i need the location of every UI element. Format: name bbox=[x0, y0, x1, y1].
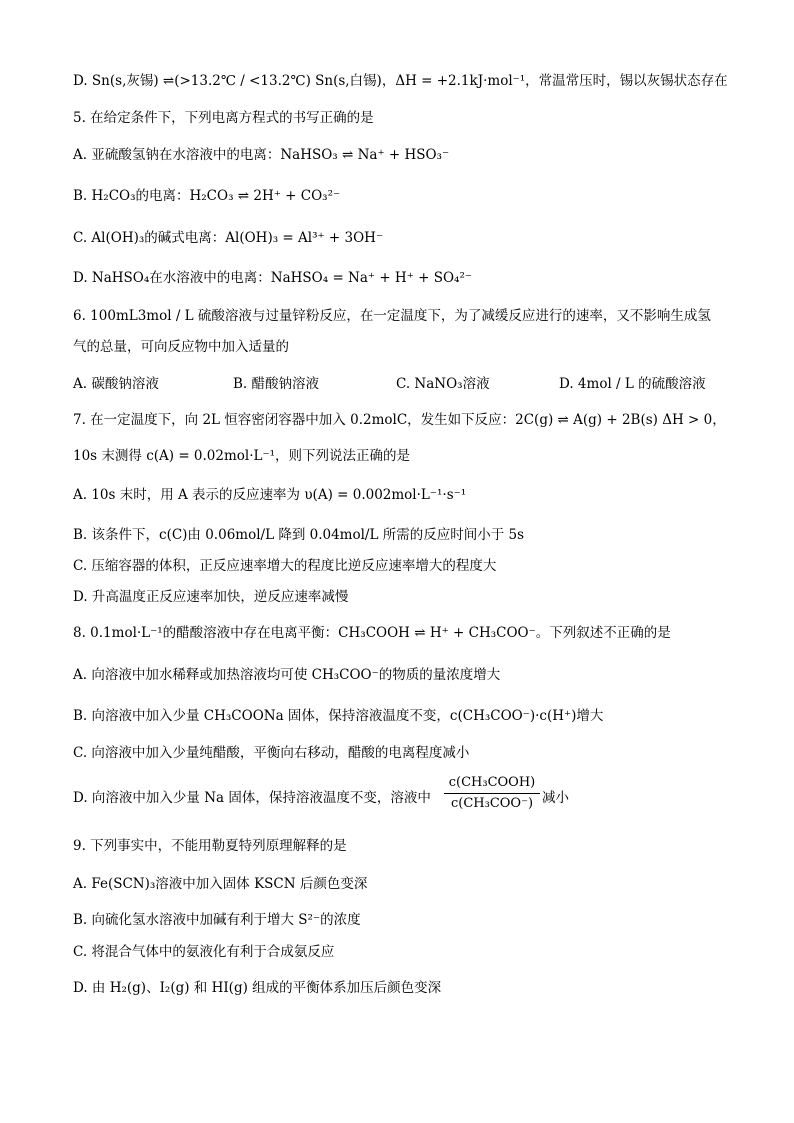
q7-stem-line2: 10s 末测得 c(A) = 0.02mol·L⁻¹，则下列说法正确的是 bbox=[73, 448, 411, 464]
q5-option-c: C. Al(OH)₃的碱式电离：Al(OH)₃ = Al³⁺ + 3OH⁻ bbox=[73, 230, 384, 246]
q9-option-a: A. Fe(SCN)₃溶液中加入固体 KSCN 后颜色变深 bbox=[73, 876, 368, 892]
q7-stem-line1: 7. 在一定温度下，向 2L 恒容密闭容器中加入 0.2molC，发生如下反应：2C(g) ⇌ A(g) + 2B(s) ΔH > 0， bbox=[73, 412, 726, 428]
q8-option-c: C. 向溶液中加入少量纯醋酸，平衡向右移动，醋酸的电离程度减小 bbox=[73, 745, 470, 761]
q6-option-c: C. NaNO₃溶液 bbox=[396, 376, 490, 392]
q7-option-a: A. 10s 末时，用 A 表示的反应速率为 υ(A) = 0.002mol·L⁻¹·s⁻¹ bbox=[73, 487, 467, 503]
q9-option-b: B. 向硫化氢水溶液中加碱有利于增大 S²⁻的浓度 bbox=[73, 912, 361, 928]
q6-option-d: D. 4mol / L 的硫酸溶液 bbox=[559, 376, 706, 392]
fraction-numerator: c(CH₃COOH) bbox=[444, 773, 540, 794]
q9-option-c: C. 将混合气体中的氨液化有利于合成氨反应 bbox=[73, 944, 335, 960]
q8-option-d-fraction bbox=[444, 773, 540, 814]
q6-option-a: A. 碳酸钠溶液 bbox=[73, 376, 159, 392]
q8-option-d-prefix: D. 向溶液中加入少量 Na 固体，保持溶液温度不变，溶液中 bbox=[73, 790, 431, 806]
q9-option-d: D. 由 H₂(g)、I₂(g) 和 HI(g) 组成的平衡体系加压后颜色变深 bbox=[73, 980, 442, 996]
q9-stem: 9. 下列事实中，不能用勒夏特列原理解释的是 bbox=[73, 838, 347, 854]
q6-option-b: B. 醋酸钠溶液 bbox=[233, 376, 320, 392]
q5-stem: 5. 在给定条件下，下列电离方程式的书写正确的是 bbox=[73, 110, 374, 126]
q7-option-b: B. 该条件下，c(C)由 0.06mol/L 降到 0.04mol/L 所需的反应时间小于 5s bbox=[73, 527, 525, 543]
q5-option-b: B. H₂CO₃的电离：H₂CO₃ ⇌ 2H⁺ + CO₃²⁻ bbox=[73, 188, 341, 204]
q7-option-c: C. 压缩容器的体积，正反应速率增大的程度比逆反应速率增大的程度大 bbox=[73, 558, 497, 574]
q8-option-a: A. 向溶液中加水稀释或加热溶液均可使 CH₃COO⁻的物质的量浓度增大 bbox=[73, 667, 501, 683]
q7-option-d: D. 升高温度正反应速率加快，逆反应速率减慢 bbox=[73, 589, 349, 605]
q6-stem-line2: 气的总量，可向反应物中加入适量的 bbox=[73, 339, 289, 355]
q8-stem: 8. 0.1mol·L⁻¹的醋酸溶液中存在电离平衡：CH₃COOH ⇌ H⁺ + CH₃COO⁻。下列叙述不正确的是 bbox=[73, 625, 671, 641]
q5-option-d: D. NaHSO₄在水溶液中的电离：NaHSO₄ = Na⁺ + H⁺ + SO₄²⁻ bbox=[73, 270, 472, 286]
q5-option-a: A. 亚硫酸氢钠在水溶液中的电离：NaHSO₃ ⇌ Na⁺ + HSO₃⁻ bbox=[73, 147, 450, 163]
q8-option-b: B. 向溶液中加入少量 CH₃COONa 固体，保持溶液温度不变，c(CH₃COO⁻)·c(H⁺)增大 bbox=[73, 708, 604, 724]
fraction-denominator: c(CH₃COO⁻) bbox=[450, 796, 534, 811]
q4-option-d: D. Sn(s,灰锡) ⇌(>13.2℃ / <13.2℃) Sn(s,白锡)，ΔH = +2.1kJ·mol⁻¹，常温常压时，锡以灰锡状态存在 bbox=[73, 73, 728, 89]
q6-stem-line1: 6. 100mL3mol / L 硫酸溶液与过量锌粉反应，在一定温度下，为了减缓反应进行的速率，又不影响生成氢 bbox=[73, 308, 711, 324]
q8-option-d-suffix: 减小 bbox=[542, 790, 569, 806]
